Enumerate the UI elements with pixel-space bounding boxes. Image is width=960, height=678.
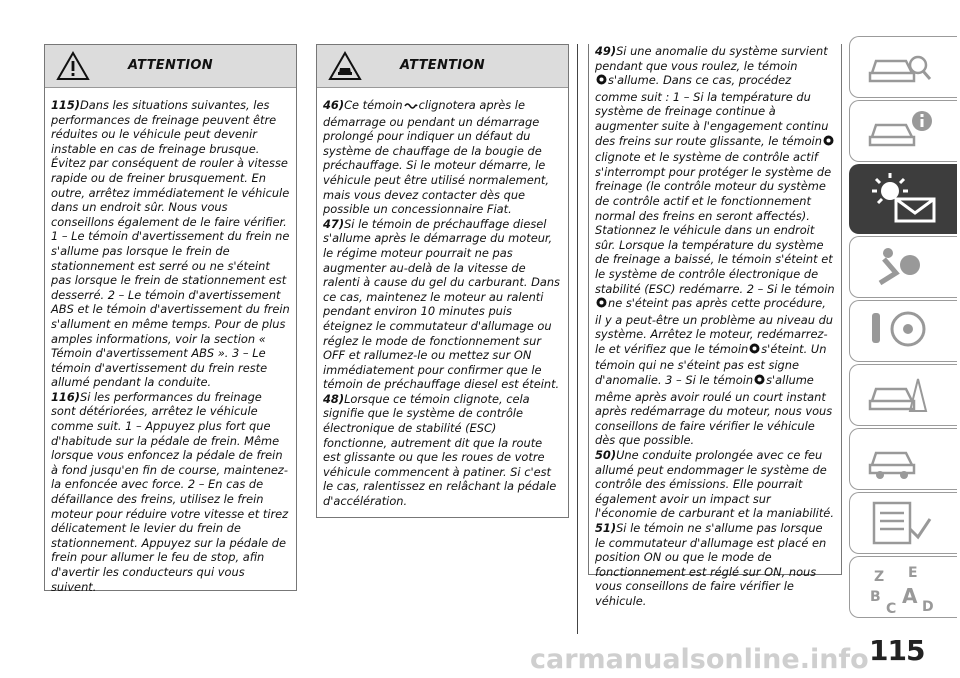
tab-car-info[interactable]: [849, 100, 957, 162]
attention-box-3: [588, 44, 842, 608]
esc-warning-icon: [754, 374, 765, 390]
attention-box-1: [44, 44, 297, 594]
steering-key-icon: [866, 307, 936, 353]
attention-text: [317, 88, 568, 509]
paragraph-51: 51)Si le témoin ne s'allume pas lorsque le commutateur d'allumage est placé en position ON ou que le mode de fonctionnement est réglé sur ON, nous vous conseillons de faire vérifier le véhicule.: [595, 521, 827, 608]
paragraph-116: 116)Si les performances du freinage sont détériorées, arrêtez le véhicule comme suit. 1 – Appuyez plus fort que d'habitude sur la pédale de frein. Même lorsque vous enfoncez la pédale de frein à fond jusqu'en fin de course, maintenez-la enfoncée avec force. 2 – En cas de défaillance des freins, utilisez le frein moteur pour réduire votre vitesse et tirez délicatement le levier du frein de stationnement. Appuyez sur la pédale de frein pour allumer le feu de stop, afin d'avertir les conducteurs qui vous suivent.: [51, 389, 289, 594]
car-search-icon: [866, 43, 936, 89]
alphabet-index-icon: [866, 563, 942, 617]
glow-plug-icon: [404, 100, 418, 115]
paragraph-115: 115)Dans les situations suivantes, les performances de freinage peuvent être réduites ou le véhicule peut devenir instable en cas de freinage brusque. Évitez par conséquent de rouler à vitesse rapide ou de freiner brusquement. En outre, arrêtez immédiatement le véhicule dans un endroit sûr. Nous vous conseillons également de le faire vérifier. 1 – Le témoin d'avertissement du frein ne s'allume pas lorsque le frein de stationnement est serré ou ne s'éteint pas lorsque le frein de stationnement est desserré. 2 – Le témoin d'avertissement ABS et le témoin d'avertissement du frein s'allument en même temps. Pour de plus amples informations, voir la section « Témoin d'avertissement ABS ». 3 – Le témoin d'avertissement du frein reste allumé pendant la conduite.: [51, 98, 290, 390]
esc-warning-icon: [823, 135, 834, 151]
car-info-icon: [866, 107, 936, 153]
paragraph-49: 49)Si une anomalie du système survient pendant que vous roulez, le témoin s'allume. Dans ce cas, procédez comme suit : 1 – Si la température du système de freinage continue à augmenter suite à l'engagement continu des freins sur route glissante, le témoinclignote et le système de contrôle actif s'interrompt pour protéger le système de freinage (le contrôle moteur du système de contrôle actif et le fonctionnement normal des freins en seront affectés). Stationnez le véhicule dans un endroit sûr. Lorsque la température du système de freinage a baissé, le témoin s'éteint et le système de contrôle électronique de stabilité (ESC) redémarre. 2 – Si le témoinne s'éteint pas après cette procédure, il y a peut-être un problème au niveau du système. Arrêtez le moteur, redémarrez-le et vérifiez que le témoin s'éteint. Un témoin qui ne s'éteint pas est signe d'anomalie. 3 – Si le témoin s'allume même après avoir roulé un court instant après redémarrage du moteur, nous vous conseillons de faire vérifier le véhicule dès que possible.: [595, 44, 835, 448]
paragraph-48: 48)Lorsque ce témoin clignote, cela signifie que le système de contrôle électronique de stabilité (ESC) fonctionne, autrement dit que la route est glissante ou que les roues de votre véhicule commencent à patiner. Si c'est le cas, ralentissez en relâchant la pédale d'accélération.: [323, 391, 557, 509]
svg-text:D: D: [922, 599, 934, 615]
attention-title: ATTENTION: [128, 58, 213, 73]
esc-warning-icon: [596, 297, 607, 313]
tab-steering-key[interactable]: [849, 300, 957, 362]
watermark: carmanualsonline.info: [530, 644, 869, 675]
warning-lights-icon: [866, 171, 942, 225]
svg-text:Z: Z: [874, 569, 885, 585]
tab-alphabet-index[interactable]: [849, 556, 957, 618]
attention-text: [45, 88, 296, 594]
airbag-icon: [866, 243, 936, 289]
tab-car-road[interactable]: [849, 364, 957, 426]
paragraph-50: 50)Une conduite prolongée avec ce feu allumé peut endommager le système de contrôle des émissions. Elle pourrait également avoir un impact sur l'économie de carburant et la maniabilité.: [595, 448, 834, 521]
attention-header: [45, 45, 296, 88]
attention-box-2: [316, 44, 569, 518]
svg-text:A: A: [902, 584, 918, 608]
column-divider: [577, 44, 578, 634]
tab-checklist[interactable]: [849, 492, 957, 554]
tab-airbag[interactable]: [849, 236, 957, 298]
svg-text:B: B: [870, 589, 881, 605]
paragraph-46: 46)Ce témoin clignotera après le démarrage ou pendant un démarrage prolongé pour indiquer un défaut du système de chauffage de la bougie de préchauffage. Si le moteur démarre, le véhicule peut être utilisé normalement, mais vous devez contacter dès que possible un concessionnaire Fiat.: [323, 98, 550, 217]
checklist-icon: [866, 499, 936, 545]
paragraph-47: 47)Si le témoin de préchauffage diesel s'allume après le démarrage du moteur, le régime moteur pourrait ne pas augmenter au-delà de la vitesse de ralenti à cause du gel du carburant. Dans ce cas, maintenez le moteur au ralenti pendant environ 10 minutes puis éteignez le commutateur d'allumage ou réglez le mode de fonctionnement sur OFF et rallumez-le ou mettez sur ON immédiatement pour confirmer que le témoin de préchauffage diesel est éteint.: [323, 216, 560, 392]
tab-warning-lights[interactable]: [849, 164, 957, 234]
car-service-icon: [866, 435, 936, 481]
esc-warning-icon: [596, 74, 607, 90]
chapter-sidebar: [849, 36, 960, 636]
attention-header: [317, 45, 568, 88]
svg-text:C: C: [886, 601, 897, 617]
car-road-icon: [866, 371, 936, 417]
tab-car-search[interactable]: [849, 36, 957, 98]
attention-text: [589, 44, 841, 609]
page-number: 115: [869, 634, 925, 667]
svg-text:E: E: [908, 565, 918, 581]
esc-warning-icon: [749, 343, 760, 359]
tab-car-service[interactable]: [849, 428, 957, 490]
attention-title: ATTENTION: [400, 58, 485, 73]
